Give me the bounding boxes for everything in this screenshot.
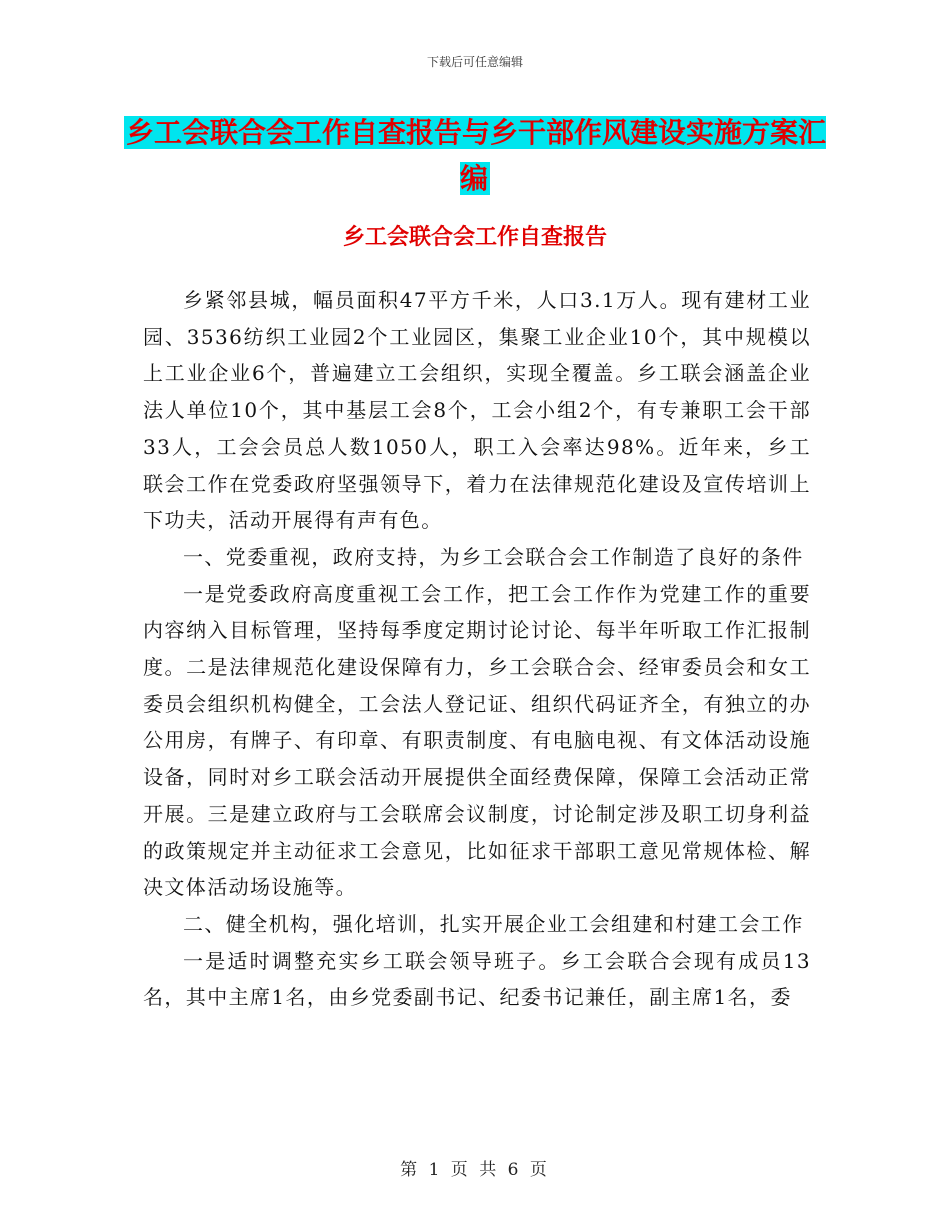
paragraph-heading: 二、健全机构，强化培训，扎实开展企业工会组建和村建工会工作 <box>183 911 804 936</box>
page-footer: 第 1 页 共 6 页 <box>400 1160 550 1180</box>
paragraph: 一是党委政府高度重视工会工作，把工会工作作为党建工作的重要内容纳入目标管理，坚持每季度定期讨论讨论、每半年听取工作汇报制度。二是法律规范化建设保障有力，乡工会联合会、经审委员会和女工委员会组织机构健全，工会法人登记证、组织代码证齐全，有独立的办公用房，有牌子、有印章、有职责制度、有电脑电视、有文体活动设施设备，同时对乡工联会活动开展提供全面经费保障，保障工会活动正常开展。三是建立政府与工会联席会议制度，讨论制定涉及职工切身利益的政策规定并主动征求工会意见，比如征求干部职工意见常规体检、解决文体活动场设施等。 <box>143 581 811 900</box>
section-title: 乡工会联合会工作自查报告 <box>342 225 607 250</box>
paragraph: 一是适时调整充实乡工联会领导班子。乡工会联合会现有成员13名，其中主席1名，由乡党委副书记、纪委书记兼任，副主席1名，委 <box>143 948 811 1010</box>
document-body <box>143 282 811 1016</box>
document-title-text: 乡工会联合会工作自查报告与乡干部作风建设实施方案汇编 <box>125 116 826 195</box>
paragraph: 乡紧邻县城，幅员面积47平方千米，人口3.1万人。现有建材工业园、3536纺织工业园2个工业园区，集聚工业企业10个，其中规模以上工业企业6个，普遍建立工会组织，实现全覆盖。乡工联会涵盖企业法人单位10个，其中基层工会8个，工会小组2个，有专兼职工会干部33人，工会会员总人数1050人，职工入会率达98%。近年来，乡工联会工作在党委政府坚强领导下，着力在法律规范化建设及宣传培训上下功夫，活动开展得有声有色。 <box>143 288 811 533</box>
document-title <box>120 110 830 202</box>
header-note: 下载后可任意编辑 <box>426 55 523 69</box>
paragraph-heading: 一、党委重视，政府支持，为乡工会联合会工作制造了良好的条件 <box>183 544 804 569</box>
